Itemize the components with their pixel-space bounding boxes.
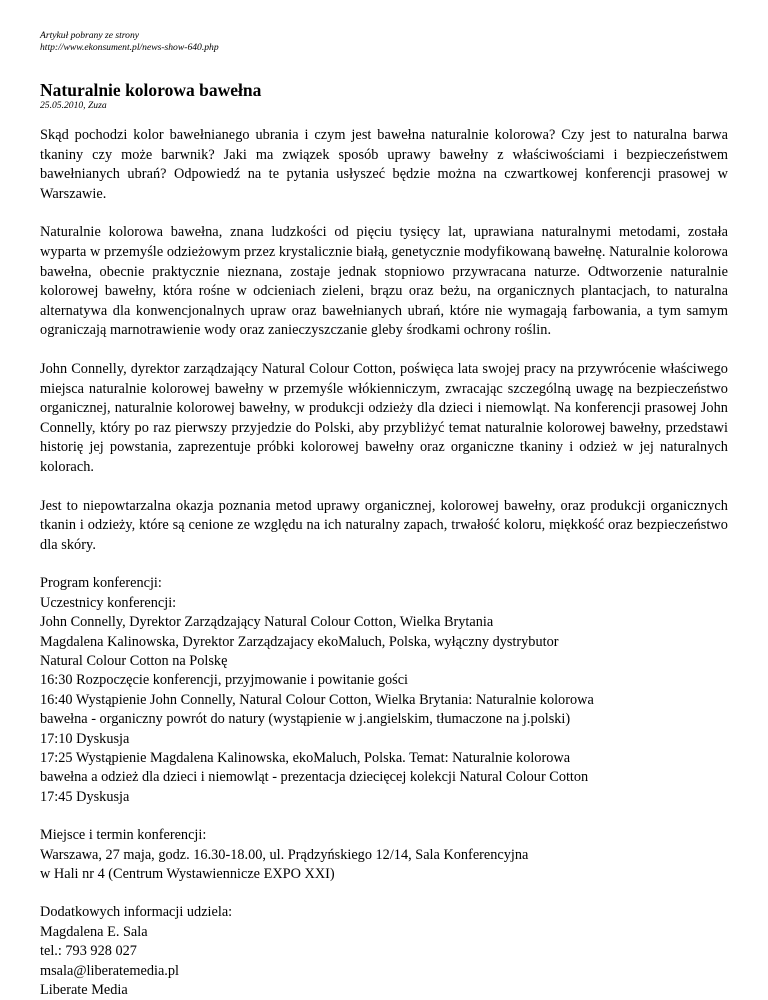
program-line: Magdalena Kalinowska, Dyrektor Zarządzajacy ekoMaluch, Polska, wyłączny dystrybutor	[40, 633, 559, 650]
program-line: 17:10 Dyskusja	[40, 730, 130, 747]
paragraph-opportunity: Jest to niepowtarzalna okazja poznania metod uprawy organicznej, kolorowej bawełny, oraz produkcji organicznych tkanin i odzieży, które są cenione ze względu na ich naturalny zapach, trwałość koloru, miękkość oraz bezpieczeństwo dla skóry.	[40, 497, 728, 553]
source-url: http://www.ekonsument.pl/news-show-640.php	[40, 42, 219, 53]
program-line: 16:30 Rozpoczęcie konferencji, przyjmowanie i powitanie gości	[40, 672, 409, 689]
program-line: Uczestnicy konferencji:	[40, 594, 177, 611]
contact-email: msala@liberatemedia.pl	[40, 962, 180, 979]
source-note	[40, 30, 728, 54]
venue-line: Warszawa, 27 maja, godz. 16.30-18.00, ul. Prądzyńskiego 12/14, Sala Konferencyjna	[40, 846, 529, 863]
paragraph-history: Naturalnie kolorowa bawełna, znana ludzkości od pięciu tysięcy lat, uprawiana naturalnymi metodami, została wyparta w przemyśle odzieżowym przez krystalicznie białą, genetycznie modyfikowaną bawełnę. Naturalnie kolorowa bawełna, obecnie praktycznie nieznana, zostaje jednak stopniowo przywracana naturze. Odtworzenie naturalnie kolorowej bawełny, która rośne w odcieniach zieleni, brązu oraz beżu, na organicznych plantacjach, to naturalna alternatywa dla konwencjonalnych upraw oraz bawełnianych ubrań, które nie wymagają farbowania, a tym samym ograniczają marnotrawienie wody oraz zanieczyszczanie gleby środkami ochrony roślin.	[40, 224, 728, 339]
contact-name: Magdalena E. Sala	[40, 923, 148, 940]
contact-company: Liberate Media	[40, 982, 128, 998]
contact-info	[40, 903, 728, 1000]
program-line: bawełna - organiczny powrót do natury (wystąpienie w j.angielskim, tłumaczone na j.polski)	[40, 711, 571, 728]
source-label: Artykuł pobrany ze strony	[40, 30, 140, 41]
program-line: 17:45 Dyskusja	[40, 788, 130, 805]
article-meta: 25.05.2010, Zuza	[40, 100, 107, 111]
contact-line: Dodatkowych informacji udziela:	[40, 904, 233, 921]
venue-line: Miejsce i termin konferencji:	[40, 827, 207, 844]
program-line: bawełna a odzież dla dzieci i niemowląt - prezentacja dziecięcej kolekcji Natural Colour Cotton	[40, 769, 589, 786]
program-line: 16:40 Wystąpienie John Connelly, Natural Colour Cotton, Wielka Brytania: Naturalnie kolorowa	[40, 691, 594, 708]
contact-phone: tel.: 793 928 027	[40, 943, 137, 960]
conference-program	[40, 574, 728, 807]
program-line: 17:25 Wystąpienie Magdalena Kalinowska, ekoMaluch, Polska. Temat: Naturalnie kolorowa	[40, 749, 571, 766]
venue-line: w Hali nr 4 (Centrum Wystawiennicze EXPO XXI)	[40, 865, 335, 882]
document-page	[40, 30, 728, 1000]
article-title: Naturalnie kolorowa bawełna	[40, 80, 262, 100]
program-line: Natural Colour Cotton na Polskę	[40, 652, 228, 669]
program-line: Program konferencji:	[40, 575, 162, 592]
paragraph-intro: Skąd pochodzi kolor bawełnianego ubrania i czym jest bawełna naturalnie kolorowa? Czy jest to naturalna barwa tkaniny czy może barwnik? Jaki ma związek sposób uprawy bawełny z właściwościami i bezpieczeństwem bawełnianych ubrań? Odpowiedź na te pytania usłyszeć będzie można na czwartkowej konferencji prasowej w Warszawie.	[40, 127, 728, 202]
paragraph-john-connelly: John Connelly, dyrektor zarządzający Natural Colour Cotton, poświęca lata swojej pracy na przywrócenie właściwego miejsca naturalnie kolorowej bawełny w przemyśle włókienniczym, zwracając szczególną uwagę na bezpieczeństwo organicznej, naturalnie kolorowej bawełny, w produkcji odzieży dla dzieci i niemowląt. Na konferencji prasowej John Connelly, który po raz pierwszy przyjedzie do Polski, aby przybliżyć temat naturalnie kolorowej bawełny, przedstawi historię jej powstania, zaprezentuje próbki kolorowej bawełny oraz organiczne tkaniny i odzież w jej naturalnych kolorach.	[40, 360, 728, 475]
conference-venue	[40, 826, 728, 884]
program-line: John Connelly, Dyrektor Zarządzający Natural Colour Cotton, Wielka Brytania	[40, 614, 494, 631]
